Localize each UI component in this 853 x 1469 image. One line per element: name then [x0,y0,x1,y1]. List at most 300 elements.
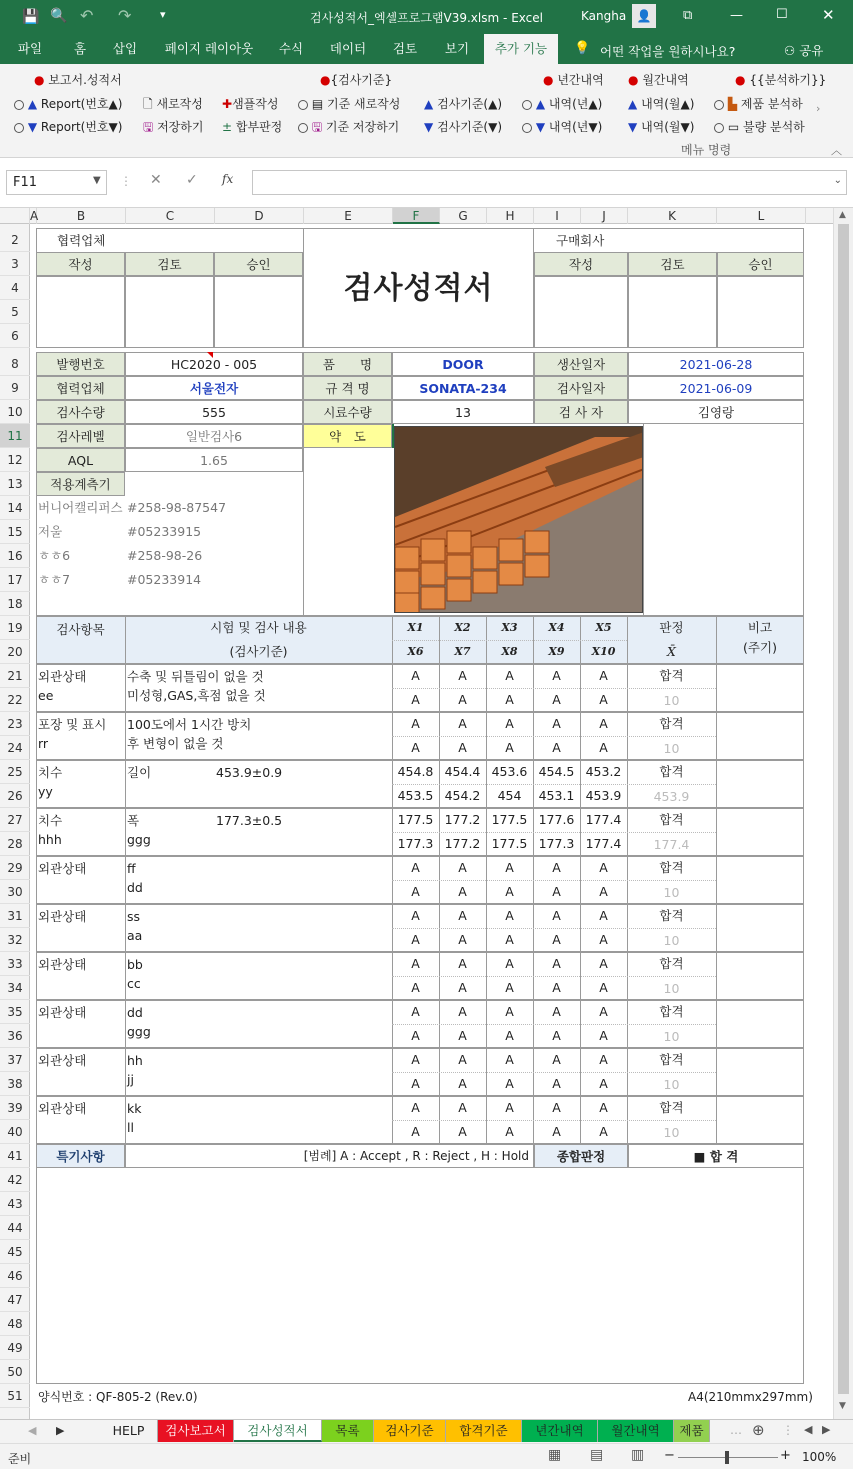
measure-cell[interactable]: A [458,932,467,947]
x-header: X3 [501,621,518,634]
plus-minus-icon: ± [222,120,233,134]
sheet-tab[interactable]: 검사성적서 [234,1420,322,1442]
row-header[interactable]: 13 [0,472,30,496]
name-box[interactable] [6,170,107,195]
measure-cell[interactable]: A [458,668,467,683]
col-header-c[interactable]: C [126,208,215,224]
measure-cell[interactable]: A [505,1004,514,1019]
measure-cell[interactable]: 453.6 [491,764,528,779]
measure-cell[interactable]: A [458,980,467,995]
measure-cell[interactable]: A [411,1052,420,1067]
measure-cell[interactable]: A [552,668,561,683]
aql-value[interactable]: 1.65 [125,448,303,472]
month-down-button[interactable]: ▼ 내역(월▼) [628,120,695,134]
instrument-code: #258-98-26 [127,548,203,563]
row-header[interactable]: 49 [0,1336,30,1360]
row-header[interactable]: 39 [0,1096,30,1120]
tab-review[interactable]: 검토 [392,41,418,56]
measure-cell[interactable]: 453.1 [538,788,575,803]
buyer-review-sign[interactable] [628,276,717,348]
row-header[interactable]: 19 [0,616,30,640]
row-header[interactable]: 10 [0,400,30,424]
col-header-l[interactable]: L [717,208,806,224]
sheet-tab[interactable]: 합격기준 [446,1420,522,1442]
partner-approve-sign[interactable] [214,276,303,348]
zoom-in-icon[interactable]: + [780,1448,791,1463]
measure-cell[interactable]: A [505,908,514,923]
instrument-code: #05233914 [127,572,202,587]
measure-cell[interactable]: A [552,1028,561,1043]
formula-bar-grip-icon: ⋮ [120,174,132,188]
measure-cell[interactable]: A [552,956,561,971]
measure-cell[interactable]: A [411,908,420,923]
radio-icon [298,123,308,133]
row-header[interactable]: 22 [0,688,30,712]
item-content-1: ff [127,861,136,876]
measure-cell[interactable]: A [458,1004,467,1019]
print-preview-icon[interactable]: 🔍 [50,8,68,24]
col-header-g[interactable]: G [440,208,487,224]
row-header[interactable]: 36 [0,1024,30,1048]
row-header[interactable]: 2 [0,228,30,252]
measure-cell[interactable]: A [411,884,420,899]
tab-page-layout[interactable]: 페이지 레이아웃 [164,41,254,56]
tab-addins[interactable]: 추가 기능 [484,34,558,64]
measure-cell[interactable]: 454.4 [444,764,481,779]
share-button[interactable]: ⚇ 공유 [784,43,824,58]
cancel-icon[interactable]: ✕ [150,172,162,188]
collapse-ribbon-icon[interactable]: ︿ [831,144,842,157]
group-year-title: ● 년간내역 [543,73,604,87]
measure-cell[interactable]: 453.2 [585,764,622,779]
sample-qty-value[interactable]: 13 [392,400,534,424]
group-report-title: ● 보고서.성적서 [34,73,122,87]
measure-cell[interactable]: A [599,1124,608,1139]
measure-cell[interactable]: 453.5 [397,788,434,803]
grid-line [392,1120,716,1121]
tab-more-icon[interactable]: … [730,1423,742,1437]
measure-cell[interactable]: 177.2 [444,836,481,851]
measure-cell[interactable]: A [458,884,467,899]
formula-input[interactable] [252,170,847,195]
row-header[interactable]: 3 [0,252,30,276]
measure-cell[interactable]: A [411,692,420,707]
scroll-up-icon[interactable]: ▲ [839,210,846,220]
measure-cell[interactable]: A [552,1100,561,1115]
scroll-thumb[interactable] [838,224,849,1394]
year-down-button[interactable]: ▼ 내역(년▼) [522,118,602,135]
row-header[interactable]: 35 [0,1000,30,1024]
row-header[interactable]: 38 [0,1072,30,1096]
item-content-2: cc [127,976,141,991]
measure-cell[interactable]: A [458,1028,467,1043]
col-header-j[interactable]: J [581,208,628,224]
row-header[interactable]: 46 [0,1264,30,1288]
buyer-write-sign[interactable] [534,276,628,348]
measure-cell[interactable]: A [599,1052,608,1067]
row-header[interactable]: 14 [0,496,30,520]
tab-scroll-right-icon[interactable]: ▶ [56,1424,65,1437]
issue-no-value[interactable]: HC2020 - 005 [125,352,303,376]
report-up-button[interactable]: ▲ Report(번호▲) [14,95,122,112]
col-header-b[interactable]: B [37,208,126,224]
quick-access-dropdown-icon[interactable]: ▾ [160,8,166,21]
measure-cell[interactable]: 177.3 [538,836,575,851]
row-header[interactable]: 23 [0,712,30,736]
row-header[interactable]: 9 [0,376,30,400]
measure-cell[interactable]: A [411,980,420,995]
row-header[interactable]: 40 [0,1120,30,1144]
product-analysis-button[interactable]: ▙ 제품 분석하 [714,95,803,112]
zoom-out-icon[interactable]: − [664,1448,675,1463]
row-header[interactable]: 15 [0,520,30,544]
pass-fail-button[interactable]: ± 합부판정 [222,120,283,134]
spec-value[interactable]: SONATA-234 [392,376,534,400]
measure-cell[interactable]: A [599,860,608,875]
measure-cell[interactable]: A [411,860,420,875]
measure-cell[interactable]: 177.4 [585,812,622,827]
row-header[interactable]: 34 [0,976,30,1000]
measure-cell[interactable]: A [599,956,608,971]
measure-cell[interactable]: A [458,692,467,707]
row-header[interactable]: 16 [0,544,30,568]
sample-button[interactable]: ✚샘플작성 [222,97,279,111]
grid-line [125,616,126,664]
row-header[interactable]: 33 [0,952,30,976]
save-report-button[interactable]: 🖫 저장하기 [143,120,204,134]
measure-cell[interactable]: A [505,740,514,755]
row-header[interactable]: 6 [0,324,30,348]
row-header[interactable]: 41 [0,1144,30,1168]
issue-no-label: 발행번호 [36,352,125,376]
measure-cell[interactable]: 454.2 [444,788,481,803]
judge-cell[interactable]: 합격 [659,716,684,731]
buyer-label: 구매회사 [534,228,804,252]
row-header[interactable]: 21 [0,664,30,688]
measure-cell[interactable]: A [505,860,514,875]
measure-cell[interactable]: A [505,1028,514,1043]
measure-cell[interactable]: 453.9 [585,788,622,803]
tell-me-search[interactable]: 어떤 작업을 원하시나요? [600,44,736,59]
judge-cell[interactable]: 합격 [659,812,684,827]
worksheet[interactable] [30,224,833,1419]
measure-cell[interactable]: A [505,692,514,707]
measure-cell[interactable]: 454 [497,788,522,803]
normal-view-icon[interactable]: ▦ [548,1447,562,1463]
measure-cell[interactable]: A [458,956,467,971]
partner-review-sign[interactable] [125,276,214,348]
chevron-down-icon[interactable]: ▼ [93,175,101,186]
measure-cell[interactable]: A [505,980,514,995]
zoom-slider-thumb[interactable] [725,1451,729,1464]
measure-cell[interactable]: 454.8 [397,764,434,779]
row-header[interactable]: 12 [0,448,30,472]
col-header-i[interactable]: I [534,208,581,224]
insp-up-button[interactable]: ▲ 검사기준(▲) [424,97,503,111]
measure-cell[interactable]: A [411,932,420,947]
measure-cell[interactable]: A [411,1124,420,1139]
measure-cell[interactable]: A [552,716,561,731]
judge-cell[interactable]: 합격 [659,764,684,779]
tab-data[interactable]: 데이터 [329,41,367,56]
measure-cell[interactable]: A [505,1052,514,1067]
judge-cell[interactable]: 합격 [659,1004,684,1019]
measure-cell[interactable]: A [505,1076,514,1091]
avatar[interactable]: 👤 [632,4,656,28]
overall-judgement-label: 종합판정 [534,1144,628,1168]
judge-cell[interactable]: 합격 [659,668,684,683]
measure-cell[interactable]: A [411,1100,420,1115]
measure-cell[interactable]: A [599,980,608,995]
std-save-button[interactable]: 🖫 기준 저장하기 [298,118,399,139]
overall-judgement-value[interactable]: ■ 합 격 [628,1144,804,1168]
measure-cell[interactable]: A [505,932,514,947]
col-header-e[interactable]: E [304,208,393,224]
measure-cell[interactable]: A [552,692,561,707]
row-header[interactable]: 26 [0,784,30,808]
average-cell: 10 [663,981,680,996]
row-header[interactable]: 47 [0,1288,30,1312]
ribbon-display-icon[interactable]: ⧉ [683,8,693,23]
average-cell: 10 [663,1077,680,1092]
measure-cell[interactable]: A [505,1100,514,1115]
tab-file[interactable]: 파일 [17,41,43,56]
tab-scroll-left-icon[interactable]: ◀ [28,1424,37,1437]
measure-cell[interactable]: A [599,1004,608,1019]
ribbon-scroll-right-icon[interactable]: › [816,102,821,115]
measure-cell[interactable]: A [458,716,467,731]
measure-cell[interactable]: A [411,956,420,971]
measure-cell[interactable]: A [458,908,467,923]
zoom-level[interactable]: 100% [802,1450,837,1464]
inspector-value[interactable]: 김영랑 [628,400,804,424]
redo-icon[interactable]: ↷ [118,6,132,25]
row-header[interactable]: 27 [0,808,30,832]
new-button[interactable]: 🗋 새로작성 [143,97,203,111]
row-header[interactable]: 8 [0,352,30,376]
partner-write-sign[interactable] [36,276,125,348]
month-up-button[interactable]: ▲ 내역(월▲) [628,97,695,111]
measure-cell[interactable]: A [552,860,561,875]
measure-cell[interactable]: A [552,932,561,947]
measure-cell[interactable]: A [552,884,561,899]
judge-cell[interactable]: 합격 [659,908,684,923]
measure-cell[interactable]: A [458,740,467,755]
measure-cell[interactable]: A [458,1052,467,1067]
row-header[interactable]: 48 [0,1312,30,1336]
sheet-tab[interactable]: HELP [100,1420,158,1442]
measure-cell[interactable]: 177.2 [444,812,481,827]
row-header[interactable]: 42 [0,1168,30,1192]
tab-view[interactable]: 보기 [444,41,470,56]
measure-cell[interactable]: A [599,884,608,899]
measure-cell[interactable]: 177.5 [491,836,528,851]
maximize-icon[interactable]: ☐ [776,7,788,22]
grid-line [716,808,717,856]
measure-cell[interactable]: A [599,716,608,731]
prod-date-value[interactable]: 2021-06-28 [628,352,804,376]
measure-cell[interactable]: A [552,980,561,995]
sheet-tab[interactable]: 목록 [322,1420,374,1442]
measure-cell[interactable]: A [599,1076,608,1091]
row-header[interactable]: 50 [0,1360,30,1384]
grid-line [125,1000,126,1048]
measure-cell[interactable]: A [599,932,608,947]
sheet-tab[interactable]: 년간내역 [522,1420,598,1442]
average-cell: 453.9 [653,789,690,804]
measure-cell[interactable]: A [411,740,420,755]
page-layout-view-icon[interactable]: ▤ [590,1447,604,1463]
judge-cell[interactable]: 합격 [659,1100,684,1115]
radio-icon [522,100,532,110]
insp-qty-value[interactable]: 555 [125,400,303,424]
measure-cell[interactable]: A [552,1124,561,1139]
page-break-view-icon[interactable]: ▥ [631,1447,645,1463]
tab-home[interactable]: 홈 [73,41,87,56]
judge-cell[interactable]: 합격 [659,1052,684,1067]
year-up-button[interactable]: ▲ 내역(년▲) [522,95,602,112]
row-header[interactable]: 11 [0,424,30,448]
sheet-tab[interactable]: 제품 [674,1420,710,1442]
measure-cell[interactable]: A [411,716,420,731]
row-header[interactable]: 4 [0,276,30,300]
save-icon[interactable]: 💾 [22,9,40,25]
measure-cell[interactable]: A [458,1076,467,1091]
hscroll-left-icon[interactable]: ◀ [804,1423,813,1436]
enter-icon[interactable]: ✓ [186,172,198,188]
col-header-h[interactable]: H [487,208,534,224]
col-header-d[interactable]: D [215,208,304,224]
splitter-icon[interactable]: ⋮ [782,1423,794,1437]
measure-cell[interactable]: A [599,740,608,755]
special-notes-area[interactable] [36,1168,804,1384]
row-headers [0,224,30,1419]
row-header[interactable]: 20 [0,640,30,664]
row-header[interactable]: 29 [0,856,30,880]
grid-line [716,1096,717,1144]
add-sheet-icon[interactable]: ⊕ [752,1421,765,1439]
measure-cell[interactable]: A [599,692,608,707]
measure-cell[interactable]: 177.3 [397,836,434,851]
measure-cell[interactable]: 177.5 [491,812,528,827]
measure-cell[interactable]: 177.4 [585,836,622,851]
insp-down-button[interactable]: ▼ 검사기준(▼) [424,120,503,134]
measure-cell[interactable]: A [599,908,608,923]
hscroll-right-icon[interactable]: ▶ [822,1423,831,1436]
row-header[interactable]: 37 [0,1048,30,1072]
insert-function-icon[interactable]: fx [222,172,234,186]
insp-qty-label: 검사수량 [36,400,125,424]
sheet-tab[interactable]: 검사보고서 [158,1420,234,1442]
measure-cell[interactable]: A [505,956,514,971]
expand-formula-icon[interactable]: ⌄ [833,175,842,186]
measure-cell[interactable]: A [505,884,514,899]
col-header-a[interactable]: A [30,209,39,223]
close-icon[interactable]: ✕ [822,6,835,24]
paper-size: A4(210mmx297mm) [688,1390,813,1404]
sheet-tab[interactable]: 검사기준 [374,1420,446,1442]
measure-cell[interactable]: A [599,668,608,683]
select-all-corner[interactable] [0,208,30,224]
judge-cell[interactable]: 합격 [659,860,684,875]
row-header[interactable]: 28 [0,832,30,856]
measure-cell[interactable]: A [458,860,467,875]
measure-cell[interactable]: A [505,1124,514,1139]
arrow-down-icon: ▼ [27,120,38,134]
row-header[interactable]: 17 [0,568,30,592]
measure-cell[interactable]: A [505,716,514,731]
row-header[interactable]: 51 [0,1384,30,1408]
grid-line [125,904,126,952]
product-value[interactable]: DOOR [392,352,534,376]
buyer-approve-sign[interactable] [717,276,804,348]
row-header[interactable]: 5 [0,300,30,324]
measure-cell[interactable]: A [458,1124,467,1139]
undo-icon[interactable]: ↶ [80,6,94,25]
measure-cell[interactable]: 454.5 [538,764,575,779]
row-header[interactable]: 32 [0,928,30,952]
x-header: X6 [407,645,424,658]
col-header-k[interactable]: K [628,208,717,224]
col-header-f[interactable]: F [393,208,440,224]
std-new-button[interactable]: ▤ 기준 새로작성 [298,95,400,112]
grid-line [392,784,716,785]
measure-cell[interactable]: A [599,1100,608,1115]
row-header[interactable]: 18 [0,592,30,616]
measure-cell[interactable]: A [411,1028,420,1043]
measure-cell[interactable]: A [552,1052,561,1067]
report-down-button[interactable]: ▼ Report(번호▼) [14,118,122,135]
row-header[interactable]: 43 [0,1192,30,1216]
measure-cell[interactable]: A [552,1004,561,1019]
measure-cell[interactable]: A [411,1004,420,1019]
tab-insert[interactable]: 삽입 [112,41,138,56]
level-value[interactable]: 일반검사6 [125,424,303,448]
row-header[interactable]: 25 [0,760,30,784]
measure-cell[interactable]: A [411,668,420,683]
ribbon [0,64,853,158]
row-header[interactable]: 45 [0,1240,30,1264]
sheet-tab[interactable]: 월간내역 [598,1420,674,1442]
measure-cell[interactable]: A [599,1028,608,1043]
measure-cell[interactable]: 177.6 [538,812,575,827]
item-content-1: hh [127,1053,143,1068]
defect-analysis-button[interactable]: ▭ 불량 분석하 [714,118,805,135]
measure-cell[interactable]: 177.5 [397,812,434,827]
row-header[interactable]: 44 [0,1216,30,1240]
row-header[interactable]: 31 [0,904,30,928]
partner-value[interactable]: 서울전자 [125,376,303,400]
radio-icon [714,100,724,110]
vertical-scrollbar[interactable] [833,208,853,1419]
measure-cell[interactable]: A [505,668,514,683]
insp-date-value[interactable]: 2021-06-09 [628,376,804,400]
tab-formulas[interactable]: 수식 [278,41,304,56]
judge-cell[interactable]: 합격 [659,956,684,971]
scroll-down-icon[interactable]: ▼ [839,1401,846,1411]
grid-line [716,856,717,904]
measure-cell[interactable]: A [552,740,561,755]
measure-cell[interactable]: A [552,908,561,923]
measure-cell[interactable]: A [411,1076,420,1091]
row-header[interactable]: 30 [0,880,30,904]
minimize-icon[interactable]: — [730,8,743,23]
measure-cell[interactable]: A [458,1100,467,1115]
x-header: X1 [407,621,424,634]
measure-cell[interactable]: A [552,1076,561,1091]
row-header[interactable]: 24 [0,736,30,760]
partner-label: 협력업체 [36,376,125,400]
